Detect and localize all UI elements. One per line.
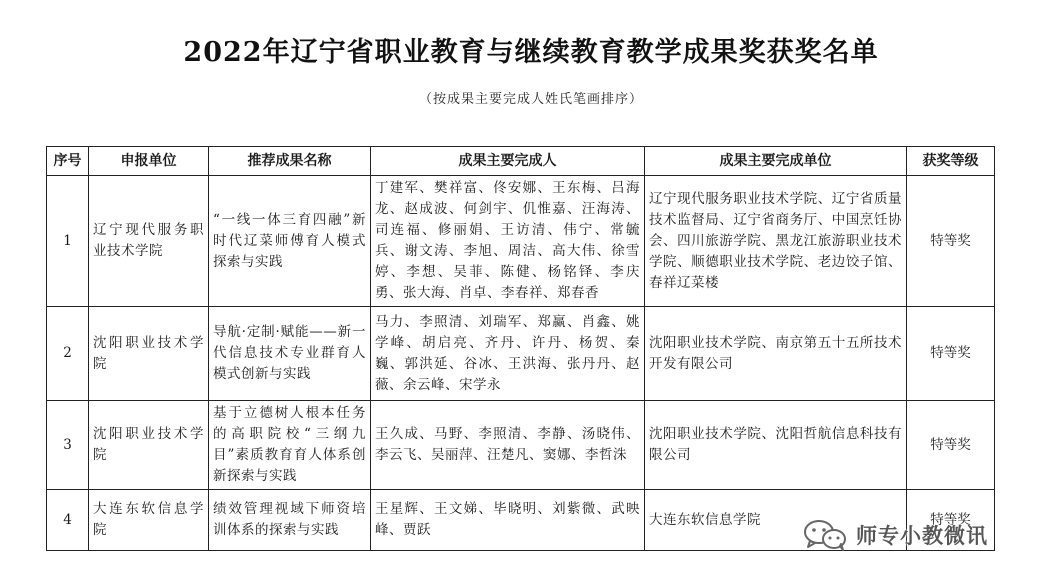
cell-org: 辽宁现代服务职业技术学院、辽宁省质量技术监督局、辽宁省商务厅、中国烹饪协会、四川旅游学院、黑龙江旅游职业技术学院、顺德职业技术学院、老边饺子馆、春祥辽菜楼 [645, 176, 907, 307]
header-no: 序号 [47, 147, 89, 176]
header-name: 推荐成果名称 [209, 147, 371, 176]
cell-unit: 沈阳职业技术学院 [89, 401, 209, 490]
cell-name: 导航·定制·赋能——新一代信息技术专业群育人模式创新与实践 [209, 307, 371, 401]
cell-org: 沈阳职业技术学院、南京第五十五所技术开发有限公司 [645, 307, 907, 401]
cell-people: 丁建军、樊祥富、佟安娜、王东梅、吕海龙、赵成波、何剑宇、仉惟嘉、汪海涛、司连福、修丽娟、王访清、伟宁、常毓兵、谢文涛、李旭、周洁、高大伟、徐雪婷、李想、吴菲、陈健、杨铭铎、李庆勇、张大海、肖卓、李春祥、郑春香 [371, 176, 645, 307]
table-row [47, 176, 995, 307]
cell-people: 王星辉、王文娣、毕晓明、刘紫微、武映峰、贾跃 [371, 490, 645, 551]
cell-grade: 特等奖 [907, 176, 995, 307]
cell-grade: 特等奖 [907, 401, 995, 490]
watermark-text: 师专小教微讯 [856, 524, 988, 548]
page-title: 2022年辽宁省职业教育与继续教育教学成果奖获奖名单 [183, 37, 879, 68]
cell-unit: 辽宁现代服务职业技术学院 [89, 176, 209, 307]
table-header-row [47, 147, 995, 176]
cell-name: 基于立德树人根本任务的高职院校“三纲九目”素质教育育人体系创新探索与实践 [209, 401, 371, 490]
header-org: 成果主要完成单位 [645, 147, 907, 176]
header-grade: 获奖等级 [907, 147, 995, 176]
watermark [800, 515, 1040, 555]
cell-name: “一线一体三育四融”新时代辽菜师傅育人模式探索与实践 [209, 176, 371, 307]
cell-no: 1 [47, 176, 89, 307]
header-unit: 申报单位 [89, 147, 209, 176]
cell-people: 马力、李照清、刘瑞军、郑赢、肖鑫、姚学峰、胡启亮、齐丹、许丹、杨贺、秦巍、郭洪延、谷冰、王洪海、张丹丹、赵薇、余云峰、宋学永 [371, 307, 645, 401]
cell-unit: 大连东软信息学院 [89, 490, 209, 551]
table-row [47, 307, 995, 401]
awards-table [46, 146, 995, 551]
table-row [47, 401, 995, 490]
page-subtitle: （按成果主要完成人姓氏笔画排序） [418, 92, 643, 107]
cell-people: 王久成、马野、李照清、李静、汤晓伟、李云飞、吴丽萍、汪楚凡、窦娜、李哲洙 [371, 401, 645, 490]
cell-name: 绩效管理视域下师资培训体系的探索与实践 [209, 490, 371, 551]
cell-unit: 沈阳职业技术学院 [89, 307, 209, 401]
cell-no: 3 [47, 401, 89, 490]
cell-org: 沈阳职业技术学院、沈阳哲航信息科技有限公司 [645, 401, 907, 490]
wechat-logo-icon [800, 518, 852, 552]
cell-grade: 特等奖 [907, 307, 995, 401]
cell-no: 2 [47, 307, 89, 401]
header-people: 成果主要完成人 [371, 147, 645, 176]
cell-grade: 特等奖 [907, 490, 995, 551]
cell-org: 大连东软信息学院 [645, 490, 907, 551]
cell-no: 4 [47, 490, 89, 551]
